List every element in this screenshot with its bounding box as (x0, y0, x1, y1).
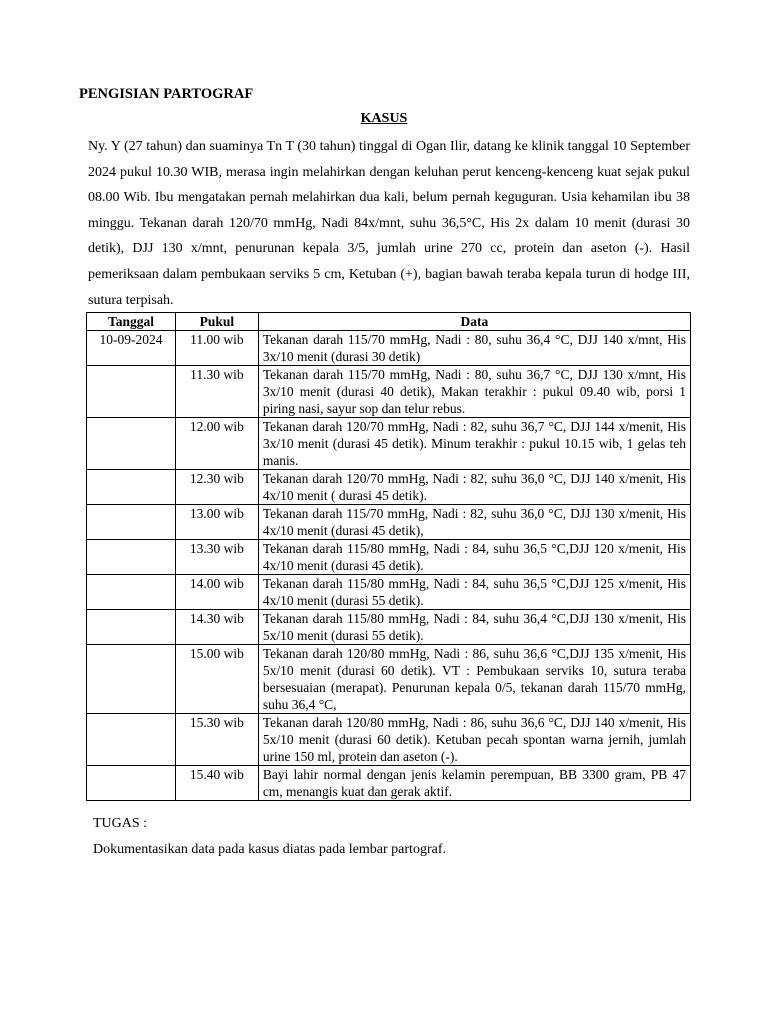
page-heading: PENGISIAN PARTOGRAF (79, 86, 254, 102)
cell-date (87, 505, 176, 540)
cell-data: Bayi lahir normal dengan jenis kelamin perempuan, BB 3300 gram, PB 47 cm, menangis kuat dan gerak aktif. (258, 766, 690, 801)
cell-data: Tekanan darah 120/80 mmHg, Nadi : 86, suhu 36,6 °C, DJJ 140 x/menit, His 5x/10 menit (durasi 60 detik). Ketuban pecah spontan warna jernih, jumlah urine 150 ml, protein dan aseton (-). (258, 714, 690, 766)
table-row (87, 505, 691, 540)
cell-date (87, 610, 176, 645)
task-instruction: Dokumentasikan data pada kasus diatas pada lembar partograf. (93, 842, 446, 857)
table-row (87, 575, 691, 610)
cell-date (87, 470, 176, 505)
table-row (87, 366, 691, 418)
cell-time: 11.00 wib (175, 331, 258, 366)
table-row (87, 331, 691, 366)
cell-data: Tekanan darah 120/70 mmHg, Nadi : 82, suhu 36,0 °C, DJJ 140 x/menit, His 4x/10 menit ( durasi 45 detik). (258, 470, 690, 505)
header-data: Data (258, 313, 690, 331)
cell-time: 15.40 wib (175, 766, 258, 801)
cell-time: 14.00 wib (175, 575, 258, 610)
cell-data: Tekanan darah 115/70 mmHg, Nadi : 80, suhu 36,7 °C, DJJ 130 x/mnt, His 3x/10 menit (durasi 40 detik), Makan terakhir : pukul 09.40 wib, porsi 1 piring nasi, sayur sop dan telur rebus. (258, 366, 690, 418)
observation-table (86, 312, 691, 801)
cell-data: Tekanan darah 115/80 mmHg, Nadi : 84, suhu 36,4 °C,DJJ 130 x/menit, His 5x/10 menit (durasi 55 detik). (258, 610, 690, 645)
cell-date: 10-09-2024 (87, 331, 176, 366)
cell-time: 14.30 wib (175, 610, 258, 645)
case-title: KASUS (360, 111, 408, 126)
cell-date (87, 366, 176, 418)
cell-data: Tekanan darah 115/70 mmHg, Nadi : 82, suhu 36,0 °C, DJJ 130 x/menit, His 4x/10 menit (durasi 45 detik), (258, 505, 690, 540)
cell-date (87, 766, 176, 801)
cell-data: Tekanan darah 120/80 mmHg, Nadi : 86, suhu 36,6 °C,DJJ 135 x/menit, His 5x/10 menit (durasi 60 detik). VT : Pembukaan serviks 10, sutura teraba bersesuaian (merapat). Penurunan kepala 0/5, tekanan darah 115/70 mmHg, suhu 36,4 °C, (258, 645, 690, 714)
cell-time: 13.30 wib (175, 540, 258, 575)
cell-date (87, 418, 176, 470)
table-row (87, 540, 691, 575)
cell-date (87, 540, 176, 575)
table-row (87, 645, 691, 714)
cell-data: Tekanan darah 115/70 mmHg, Nadi : 80, suhu 36,4 °C, DJJ 140 x/mnt, His 3x/10 menit (durasi 30 detik) (258, 331, 690, 366)
table-row (87, 766, 691, 801)
header-tanggal: Tanggal (87, 313, 176, 331)
cell-time: 15.30 wib (175, 714, 258, 766)
table-row (87, 470, 691, 505)
cell-data: Tekanan darah 120/70 mmHg, Nadi : 82, suhu 36,7 °C, DJJ 144 x/menit, His 3x/10 menit (durasi 45 detik). Minum terakhir : pukul 10.15 wib, 1 gelas teh manis. (258, 418, 690, 470)
case-description: Ny. Y (27 tahun) dan suaminya Tn T (30 tahun) tinggal di Ogan Ilir, datang ke klinik tanggal 10 September 2024 pukul 10.30 WIB, merasa ingin melahirkan dengan keluhan perut kenceng-kenceng kuat sejak pukul 08.00 Wib. Ibu mengatakan pernah melahirkan dua kali, belum pernah keguguran. Usia kehamilan ibu 38 minggu. Tekanan darah 120/70 mmHg, Nadi 84x/mnt, suhu 36,5°C, His 2x dalam 10 menit (durasi 30 detik), DJJ 130 x/mnt, penurunan kepala 3/5, jumlah urine 270 cc, protein dan aseton (-). Hasil pemeriksaan dalam pembukaan serviks 5 cm, Ketuban (+), bagian bawah teraba kepala turun di hodge III, sutura terpisah. (88, 139, 690, 308)
cell-time: 12.00 wib (175, 418, 258, 470)
cell-date (87, 645, 176, 714)
cell-time: 12.30 wib (175, 470, 258, 505)
cell-data: Tekanan darah 115/80 mmHg, Nadi : 84, suhu 36,5 °C,DJJ 125 x/menit, His 4x/10 menit (durasi 55 detik). (258, 575, 690, 610)
header-pukul: Pukul (175, 313, 258, 331)
table-header-row (87, 313, 691, 331)
cell-date (87, 575, 176, 610)
table-row (87, 418, 691, 470)
table-row (87, 714, 691, 766)
cell-date (87, 714, 176, 766)
cell-time: 15.00 wib (175, 645, 258, 714)
cell-time: 13.00 wib (175, 505, 258, 540)
table-row (87, 610, 691, 645)
cell-data: Tekanan darah 115/80 mmHg, Nadi : 84, suhu 36,5 °C,DJJ 120 x/menit, His 4x/10 menit (durasi 45 detik). (258, 540, 690, 575)
cell-time: 11.30 wib (175, 366, 258, 418)
task-label: TUGAS : (93, 816, 148, 831)
